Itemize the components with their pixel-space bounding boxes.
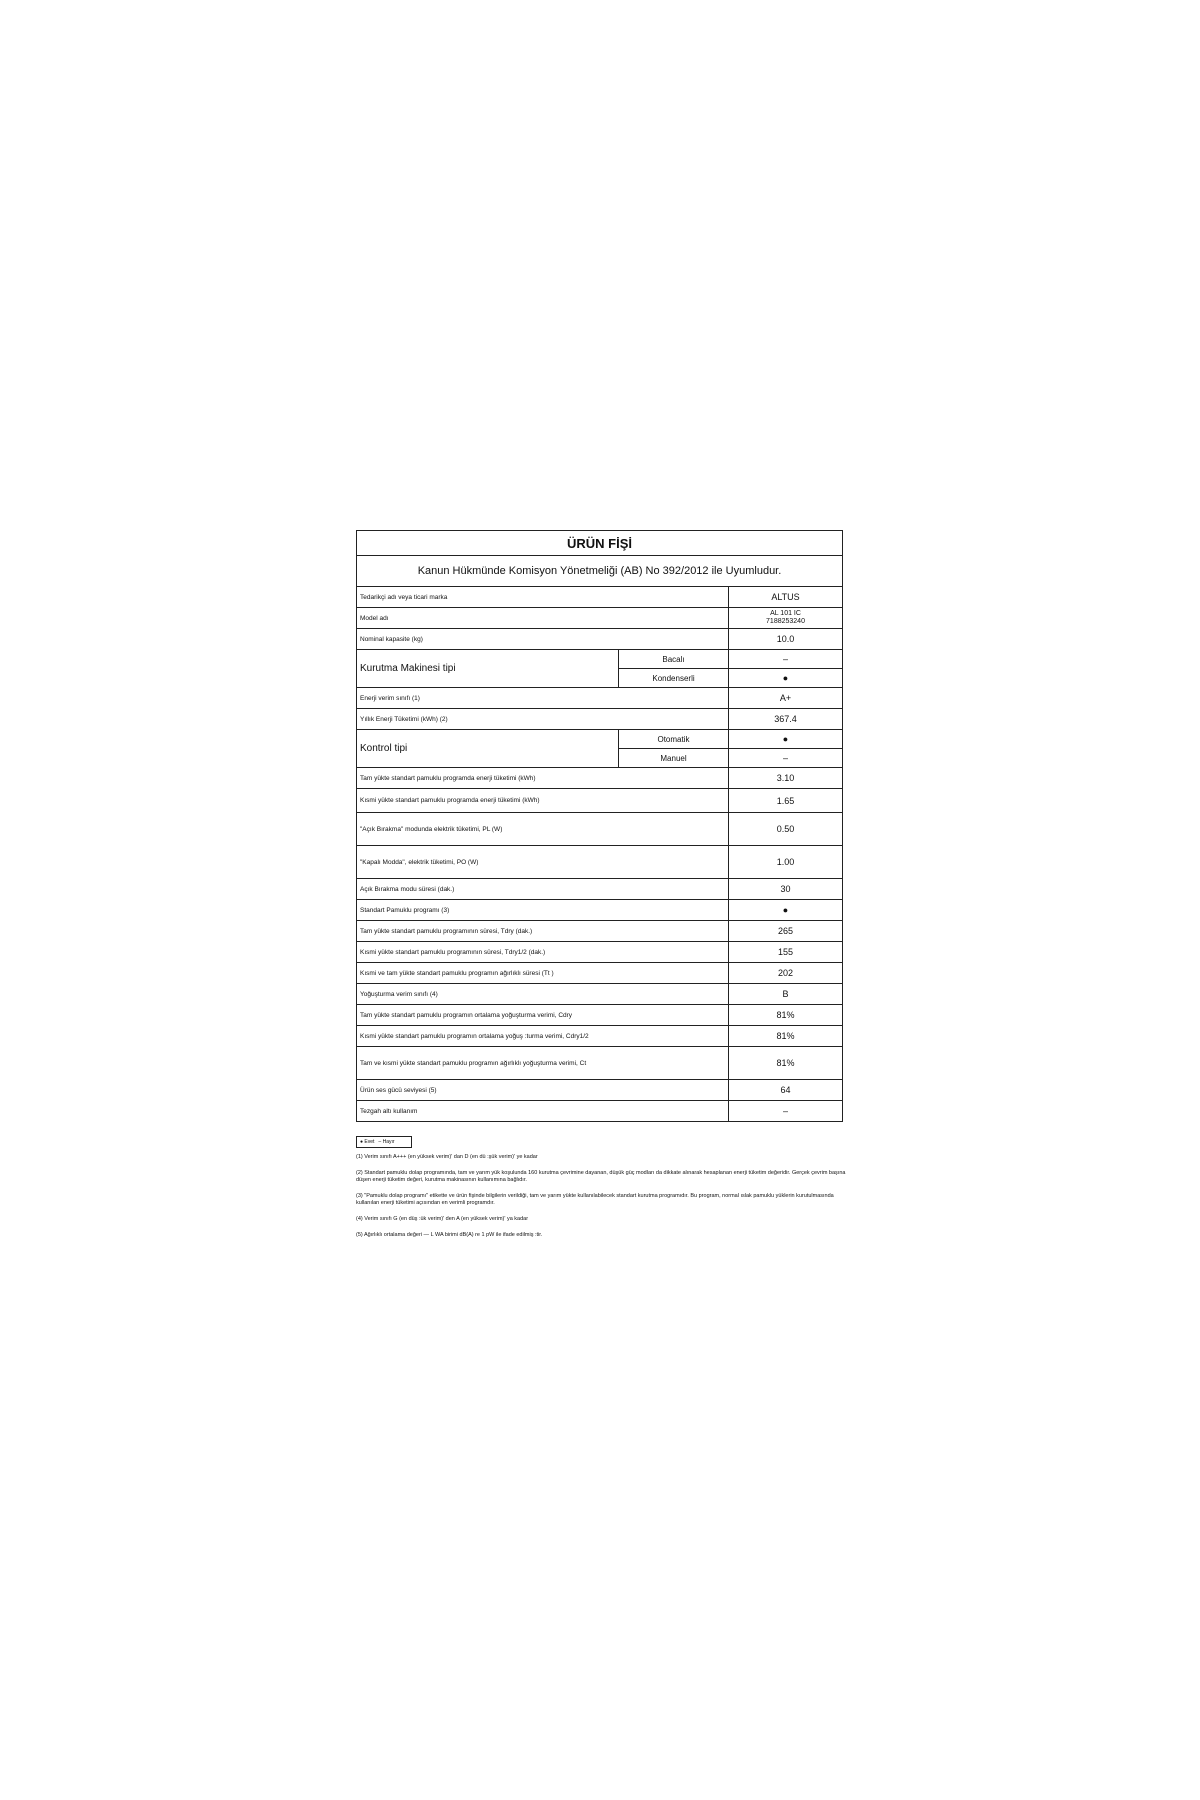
weighted-time-label: Kısmi ve tam yükte standart pamuklu programın ağırlıklı süresi (Tt ) — [357, 963, 729, 984]
full-cond-value: 81% — [729, 1005, 843, 1026]
fiche-title: ÜRÜN FİŞİ — [357, 531, 843, 556]
footnotes — [356, 1154, 856, 1239]
control-type-label: Kontrol tipi — [357, 730, 619, 768]
control-type-option: Otomatik — [619, 730, 729, 749]
table-row — [357, 942, 843, 963]
full-time-value: 265 — [729, 921, 843, 942]
model-label: Model adı — [357, 608, 729, 629]
dryer-type-label: Kurutma Makinesi tipi — [357, 650, 619, 688]
product-fiche — [356, 530, 846, 1248]
footnote: (5) Ağırlıklı ortalama değeri — L WA birimi dB(A) re 1 pW ile ifade edilmiş :tir. — [356, 1232, 543, 1238]
table-row — [357, 1080, 843, 1101]
partial-cond-value: 81% — [729, 1026, 843, 1047]
control-type-value: ● — [729, 730, 843, 749]
noise-label: Ürün ses gücü seviyesi (5) — [357, 1080, 729, 1101]
table-row — [357, 768, 843, 789]
legend-yes: ● Evet — [360, 1139, 375, 1145]
off-mode-value: 1.00 — [729, 846, 843, 879]
table-row — [357, 963, 843, 984]
weighted-time-value: 202 — [729, 963, 843, 984]
built-in-value: – — [729, 1101, 843, 1122]
table-row — [357, 921, 843, 942]
noise-value: 64 — [729, 1080, 843, 1101]
footnote: (1) Verim sınıfı A+++ (en yüksek verim)' dan D (en dü :şük verim)' ye kadar — [356, 1154, 538, 1160]
annual-energy-label: Yıllık Enerji Tüketimi (kWh) (2) — [357, 709, 729, 730]
full-time-label: Tam yükte standart pamuklu programının süresi, Tdry (dak.) — [357, 921, 729, 942]
table-row — [357, 587, 843, 608]
table-row — [357, 813, 843, 846]
left-on-mode-label: "Açık Bırakma" modunda elektrik tüketimi, PL (W) — [357, 813, 729, 846]
condensation-class-value: B — [729, 984, 843, 1005]
fiche-table — [356, 530, 843, 1122]
table-row — [357, 730, 843, 749]
footnote: (4) Verim sınıfı G (en düş :ük verim)' den A (en yüksek verim)' ya kadar — [356, 1216, 529, 1222]
capacity-value: 10.0 — [729, 629, 843, 650]
weighted-cond-value: 81% — [729, 1047, 843, 1080]
model-name: AL 101 IC — [770, 610, 801, 617]
table-row — [357, 846, 843, 879]
dryer-type-option: Bacalı — [619, 650, 729, 669]
table-row — [357, 1047, 843, 1080]
partial-cond-label: Kısmi yükte standart pamuklu programın ortalama yoğuş :turma verimi, Cdry1/2 — [357, 1026, 729, 1047]
condensation-class-label: Yoğuşturma verim sınıfı (4) — [357, 984, 729, 1005]
left-on-duration-label: Açık Bırakma modu süresi (dak.) — [357, 879, 729, 900]
table-row — [357, 879, 843, 900]
standard-cotton-value: ● — [729, 900, 843, 921]
capacity-label: Nominal kapasite (kg) — [357, 629, 729, 650]
table-row — [357, 1005, 843, 1026]
energy-class-label: Enerji verim sınıfı (1) — [357, 688, 729, 709]
weighted-cond-label: Tam ve kısmi yükte standart pamuklu programın ağırlıklı yoğuşturma verimi, Ct — [357, 1047, 729, 1080]
table-row — [357, 650, 843, 669]
model-code: 7188253240 — [766, 618, 805, 625]
model-value — [729, 608, 843, 629]
control-type-value: – — [729, 749, 843, 768]
legend — [356, 1136, 412, 1148]
footnote: (2) Standart pamuklu dolap programında, tam ve yarım yük koşulunda 160 kurutma çevrimine dayanan, düşük güç modları da dikkate alınarak hesaplanan enerji tüketim değeridir. Gerçek çevrim başına düşen enerji tüketim değeri, kurutma makinasının kullanımına bağlıdır. — [356, 1170, 846, 1183]
annual-energy-value: 367.4 — [729, 709, 843, 730]
table-row — [357, 1026, 843, 1047]
energy-class-value: A+ — [729, 688, 843, 709]
built-in-label: Tezgah altı kullanım — [357, 1101, 729, 1122]
footnote: (3) "Pamuklu dolap programı" etikette ve ürün fişinde bilgilerin verildiği, tam ve yarım yükte kullanılabilecek standart kurutma programıdır. Bu program, normal ıslak pamuklu yüklerin kurutulmasında kullanılan enerji tüketimi açısından en verimli programdır. — [356, 1193, 834, 1206]
table-row — [357, 688, 843, 709]
dryer-type-value: – — [729, 650, 843, 669]
partial-load-energy-value: 1.65 — [729, 789, 843, 813]
full-load-energy-value: 3.10 — [729, 768, 843, 789]
control-type-option: Manuel — [619, 749, 729, 768]
table-row — [357, 608, 843, 629]
left-on-duration-value: 30 — [729, 879, 843, 900]
table-row — [357, 984, 843, 1005]
partial-time-value: 155 — [729, 942, 843, 963]
left-on-mode-value: 0.50 — [729, 813, 843, 846]
full-cond-label: Tam yükte standart pamuklu programın ortalama yoğuşturma verimi, Cdry — [357, 1005, 729, 1026]
legend-no: – Hayır — [378, 1139, 395, 1145]
full-load-energy-label: Tam yükte standart pamuklu programda enerji tüketimi (kWh) — [357, 768, 729, 789]
fiche-subtitle: Kanun Hükmünde Komisyon Yönetmeliği (AB) No 392/2012 ile Uyumludur. — [357, 556, 843, 587]
table-row — [357, 789, 843, 813]
partial-time-label: Kısmi yükte standart pamuklu programının süresi, Tdry1/2 (dak.) — [357, 942, 729, 963]
table-row — [357, 629, 843, 650]
dryer-type-option: Kondenserli — [619, 669, 729, 688]
partial-load-energy-label: Kısmi yükte standart pamuklu programda enerji tüketimi (kWh) — [357, 789, 729, 813]
dryer-type-value: ● — [729, 669, 843, 688]
supplier-value: ALTUS — [729, 587, 843, 608]
supplier-label: Tedarikçi adı veya ticari marka — [357, 587, 729, 608]
table-row — [357, 900, 843, 921]
table-row — [357, 1101, 843, 1122]
off-mode-label: "Kapalı Modda", elektrik tüketimi, PO (W) — [357, 846, 729, 879]
standard-cotton-label: Standart Pamuklu programı (3) — [357, 900, 729, 921]
table-row — [357, 709, 843, 730]
